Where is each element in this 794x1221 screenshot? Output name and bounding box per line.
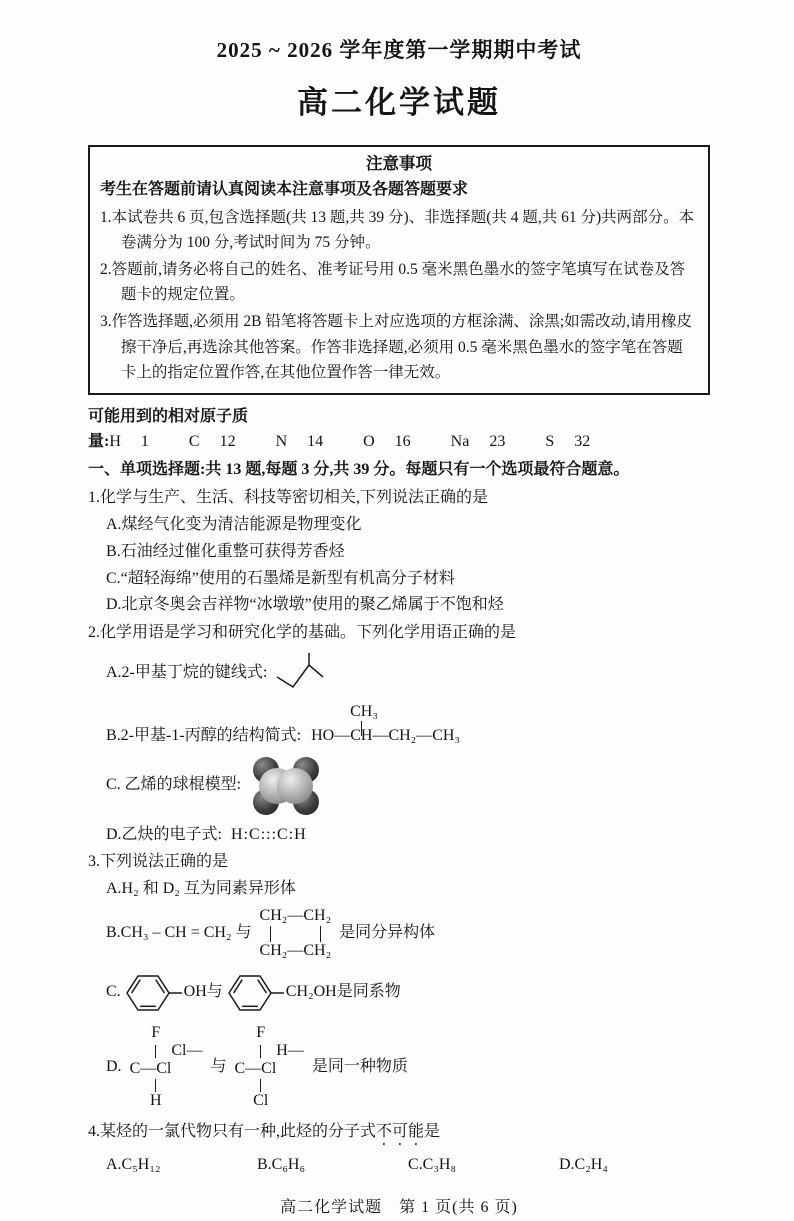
halomethane-structure-2 (235, 1024, 304, 1111)
bottom-atom: H (150, 1091, 162, 1109)
q4-option-d: D.C₂H₄ (559, 1156, 608, 1174)
q2-option-b (88, 700, 710, 749)
q1-option-b: B.石油经过催化重整可获得芳香烃 (106, 542, 345, 560)
q1-option-a: A.煤经气化变为清洁能源是物理变化 (106, 515, 362, 533)
question-2-stem: 2.化学用语是学习和研究化学的基础。下列化学用语正确的是 (88, 624, 517, 642)
section1-heading: 一、单项选择题:共 13 题,每题 3 分,共 39 分。每题只有一个选项最符合题意。 (88, 461, 630, 479)
cyclobutane-top-row: CH₂—CH₂ (259, 907, 332, 925)
q3-option-d-label: D. (106, 1057, 122, 1075)
question-4 (88, 1120, 710, 1178)
q2-option-a (88, 652, 710, 696)
atomic-mass-label: 可能用到的相对原子质量: (88, 407, 249, 450)
halomethane-structure-1 (130, 1024, 203, 1111)
q2-option-a-label: A.2-甲基丁烷的键线式: (106, 664, 268, 682)
q1-option-c: C.“超轻海绵”使用的石墨烯是新型有机高分子材料 (106, 569, 455, 587)
center-atom: C (129, 1060, 141, 1078)
q3-option-a: A.H₂ 和 D₂ 互为同素异形体 (106, 880, 296, 898)
q4-option-a: A.C₅H₁₂ (106, 1156, 161, 1174)
main-chain-formula: HO—CH—CH₂—CH₃ (311, 726, 461, 744)
q3-option-b-pre: B.CH₃ – CH = CH₂ 与 (106, 924, 252, 942)
cyclobutane-bottom-row: CH₂—CH₂ (259, 941, 332, 959)
page-footer: 高二化学试题 第 1 页(共 6 页) (280, 1199, 518, 1217)
q3-option-c (88, 972, 710, 1014)
right-atom: —Cl (245, 1060, 277, 1078)
q3-option-b (88, 906, 710, 962)
benzene-ring-icon (227, 972, 285, 1014)
cyclobutane-structure (260, 906, 332, 962)
question-4-stem (88, 1120, 710, 1149)
notice-item-2: 2.答题前,请务必将自己的姓名、准考证号用 0.5 毫米黑色墨水的签字笔填写在试卷及答题卡的规定位置。 (100, 261, 686, 304)
q4-options-row (88, 1153, 710, 1178)
notice-item-1: 1.本试卷共 6 页,包含选择题(共 13 题,共 39 分)、非选择题(共 4 题,共 61 分)共两部分。本卷满分为 100 分,考试时间为 75 分钟。 (100, 208, 695, 252)
left-atom: Cl— (171, 1042, 203, 1060)
skeletal-formula-2-methylbutane (273, 652, 331, 696)
notice-intro: 考生在答题前请认真阅读本注意事项及各题答题要求 (100, 181, 469, 199)
question-1 (88, 486, 710, 618)
bond-line (260, 1079, 261, 1092)
q4-option-b: B.C₆H₆ (257, 1156, 306, 1174)
bottom-atom: Cl (253, 1091, 269, 1109)
carbon-sphere (277, 768, 313, 804)
q3-option-d-post: 是同一种物质 (311, 1057, 408, 1075)
top-atom: F (256, 1023, 266, 1041)
bond-line (270, 926, 271, 942)
q2-option-b-label: B.2-甲基-1-丙醇的结构简式: (106, 726, 302, 744)
question-3 (88, 850, 710, 1110)
center-atom: C (234, 1060, 246, 1078)
question-3-stem: 3.下列说法正确的是 (88, 853, 229, 871)
q4-option-c: C.C₃H₈ (408, 1156, 457, 1174)
benzene-ring-icon (125, 972, 183, 1014)
exam-subject-title: 高二化学试题 (297, 84, 501, 120)
q4-stem-emphasis: 不可能 (376, 1123, 425, 1141)
acetylene-electron-formula: H:C:::C:H (231, 825, 307, 843)
structural-formula-2-butanol (311, 700, 460, 749)
methyl-substituent-label: CH₃ (350, 702, 378, 720)
q1-option-d: D.北京冬奥会吉祥物“冰墩墩”使用的聚乙烯属于不饱和烃 (106, 596, 504, 614)
bond-line (155, 1045, 156, 1058)
top-atom: F (151, 1023, 161, 1041)
bond-line (320, 926, 321, 942)
ethylene-space-filling-model (247, 755, 325, 817)
phenol-oh-label: OH (183, 983, 207, 1001)
q4-stem-pre: 4.某烃的一氯代物只有一种,此烃的分子式 (88, 1123, 377, 1141)
bond-line (260, 1045, 261, 1058)
question-2 (88, 621, 710, 847)
q3-option-b-post: 是同分异构体 (339, 924, 436, 942)
bond-line (155, 1079, 156, 1092)
exam-session-title: 2025 ~ 2026 学年度第一学期期中考试 (216, 38, 582, 62)
q3-option-c-label: C. (106, 983, 121, 1001)
q3-option-c-mid: 与 (206, 983, 223, 1001)
q4-stem-post: 是 (424, 1123, 441, 1141)
q2-option-c-label: C. 乙烯的球棍模型: (106, 776, 242, 794)
q2-option-d (88, 823, 710, 848)
right-atom: —Cl (140, 1060, 172, 1078)
left-atom: H— (276, 1042, 304, 1060)
q3-option-d-mid: 与 (210, 1057, 227, 1075)
q3-option-c-post: 是同系物 (336, 983, 401, 1001)
q2-option-d-label: D.乙炔的电子式: (106, 825, 223, 843)
notice-heading: 注意事项 (366, 153, 432, 173)
q3-option-d (88, 1024, 710, 1111)
question-1-stem: 1.化学与生产、生活、科技等密切相关,下列说法正确的是 (88, 489, 489, 507)
atomic-mass-line (88, 405, 710, 455)
notice-item-3: 3.作答选择题,必须用 2B 铅笔将答题卡上对应选项的方框涂满、涂黑;如需改动,请用橡皮擦干净后,再选涂其他答案。作答非选择题,必须用 0.5 毫米黑色墨水的签字笔在答题卡上的指定位置作答,在其他位置作答一律无效。 (100, 313, 693, 381)
benzyl-alcohol-label: CH₂OH (285, 983, 337, 1001)
bond-line (361, 721, 362, 736)
notice-box (88, 145, 710, 395)
atomic-mass-values: H 1 C 12 N 14 O 16 Na 23 S 32 (109, 432, 591, 450)
q2-option-c (88, 755, 710, 817)
